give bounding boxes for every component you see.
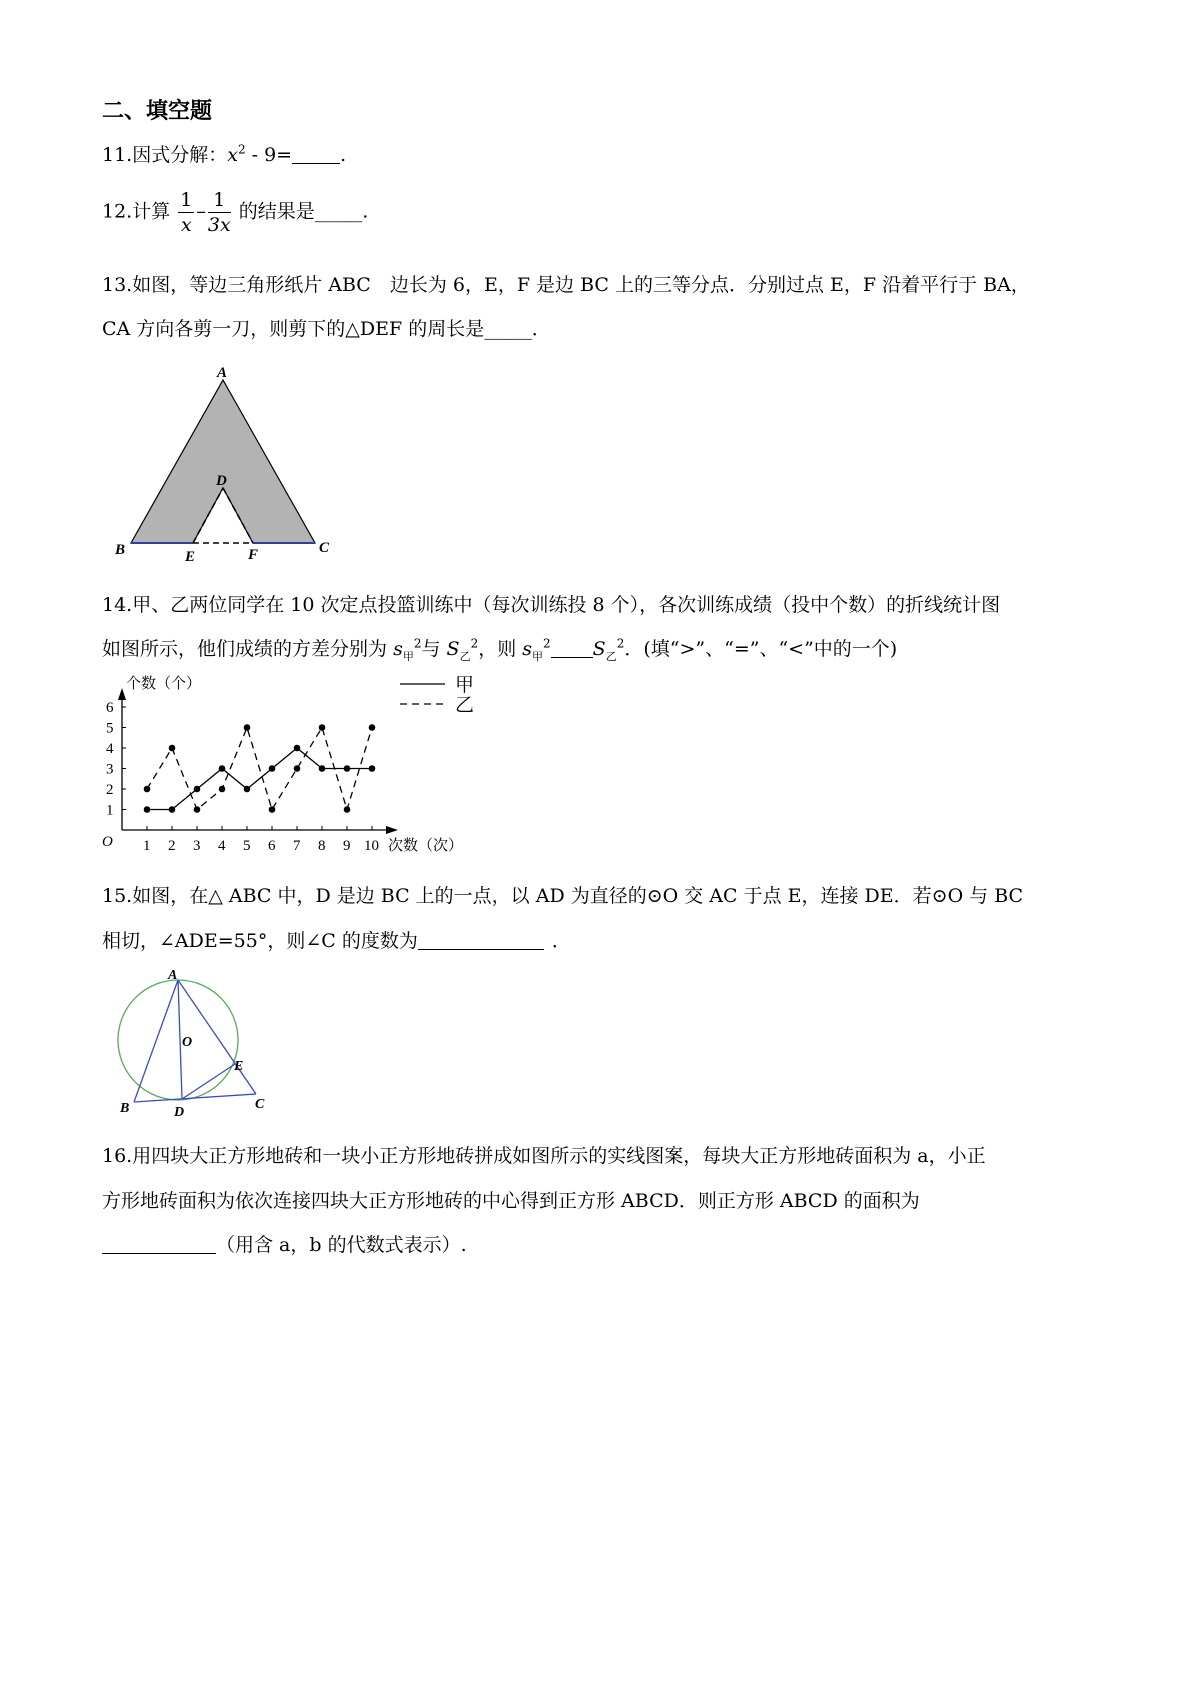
q11-rest: - 9= (245, 144, 293, 166)
answer-blank-12[interactable]: _____ (314, 200, 363, 223)
sq-4: 2 (616, 636, 625, 651)
line-chart (100, 672, 520, 862)
data-point-1 (369, 765, 376, 772)
data-point-1 (294, 745, 301, 752)
data-point-2 (219, 786, 226, 793)
data-point-1 (144, 806, 151, 813)
y-tick-label: 4 (106, 741, 114, 757)
label-a: A (168, 968, 178, 983)
q14-tail: ．(填“>”、“=”、“<”中的一个) (624, 638, 898, 660)
variance-s-yi: S (446, 638, 460, 660)
fraction-1-denominator: x (180, 214, 192, 236)
chart-series (144, 724, 376, 813)
chart-legend (400, 675, 474, 716)
x-tick-label: 6 (268, 838, 276, 854)
y-tick-label: 6 (106, 700, 114, 716)
x-tick-label: 4 (218, 838, 226, 854)
sq-3: 2 (543, 636, 551, 651)
q14-ze: ，则 (478, 638, 517, 660)
data-point-2 (194, 806, 201, 813)
label-b: B (120, 1101, 130, 1116)
y-axis-arrow (118, 688, 126, 700)
y-tick-label: 2 (106, 782, 114, 798)
data-point-1 (319, 765, 326, 772)
triangle-figure (105, 360, 345, 570)
q15-line2-text: 相切，∠ADE=55°，则∠C 的度数为 (102, 930, 418, 952)
q12-minus: – (196, 200, 206, 223)
variance-s-yi-2: S (592, 638, 606, 660)
answer-blank-13[interactable]: _____ (484, 318, 532, 340)
answer-blank-16[interactable] (102, 1235, 216, 1254)
sq-2: 2 (470, 636, 479, 651)
y-tick-label: 1 (106, 802, 114, 819)
fraction-2-numerator: 1 (208, 188, 231, 213)
q13-end: ． (531, 318, 551, 340)
data-point-1 (269, 765, 276, 772)
question-12 (102, 188, 368, 237)
question-14-line-1: 14.甲、乙两位同学在 10 次定点投篮训练中（每次训练投 8 个），各次训练成绩（投中个数）的折线统计图 (102, 594, 1001, 616)
data-point-2 (294, 765, 301, 772)
q11-var: x (227, 144, 238, 166)
data-point-2 (369, 724, 376, 731)
x-tick-label: 8 (318, 838, 326, 854)
q11-end: . (340, 144, 347, 166)
section-title: 二、填空题 (102, 99, 213, 124)
fraction-2 (208, 188, 231, 237)
chart-axes (102, 675, 463, 854)
data-point-1 (344, 765, 351, 772)
data-point-1 (219, 765, 226, 772)
label-f: F (248, 547, 259, 563)
data-point-2 (269, 806, 276, 813)
q13-line2-text: CA 方向各剪一刀，则剪下的△DEF 的周长是 (102, 318, 485, 340)
segment-ab (134, 980, 178, 1102)
data-point-2 (344, 806, 351, 813)
label-a: A (217, 365, 228, 381)
label-e: E (234, 1059, 244, 1074)
y-axis-label: 个数（个） (126, 676, 202, 692)
variance-s-jia: s (393, 638, 403, 660)
q14-line2-a: 如图所示，他们成绩的方差分别为 (102, 638, 388, 660)
q11-exp: 2 (237, 142, 246, 157)
circle-figure (110, 962, 290, 1122)
label-e: E (185, 549, 196, 565)
question-14-line-2 (102, 634, 897, 664)
question-16-line-1: 16.用四块大正方形地砖和一块小正方形地砖拼成如图所示的实线图案，每块大正方形地砖面积为 a，小正 (102, 1145, 986, 1167)
label-c: C (319, 540, 330, 556)
sq-1: 2 (413, 636, 422, 651)
q12-end: . (362, 200, 369, 223)
question-15-line-2 (102, 926, 571, 953)
sub-jia: 甲 (402, 649, 414, 663)
variance-s-jia-2: s (522, 638, 533, 660)
q16-line3-text: （用含 a，b 的代数式表示）. (216, 1234, 467, 1256)
question-13-line-2 (102, 314, 551, 341)
answer-blank-14[interactable] (551, 639, 593, 658)
question-13-line-1: 13.如图，等边三角形纸片 ABC 边长为 6，E，F 是边 BC 上的三等分点．分别过点 E，F 沿着平行于 BA， (102, 274, 1030, 296)
origin-label: O (102, 834, 113, 850)
legend-label-2: 乙 (455, 695, 475, 716)
y-tick-label: 3 (106, 761, 114, 778)
legend-label-1: 甲 (455, 675, 475, 696)
sub-yi-2: 乙 (605, 649, 617, 663)
data-point-1 (169, 806, 176, 813)
x-tick-label: 10 (364, 838, 379, 854)
data-point-2 (244, 724, 251, 731)
q12-suffix: 的结果是 (232, 200, 315, 223)
x-tick-label: 9 (343, 838, 351, 854)
x-tick-label: 7 (293, 838, 301, 854)
segment-de (182, 1064, 235, 1099)
label-b: B (115, 542, 126, 558)
question-11 (102, 140, 346, 167)
fraction-1 (178, 188, 194, 237)
fraction-2-denominator: 3x (207, 214, 231, 236)
x-tick-label: 5 (243, 838, 251, 854)
sub-jia-2: 甲 (532, 649, 544, 663)
x-tick-label: 3 (193, 838, 201, 854)
question-16-line-2: 方形地砖面积为依次连接四块大正方形地砖的中心得到正方形 ABCD．则正方形 ABCD 的面积为 (102, 1190, 920, 1212)
label-d: D (174, 1105, 185, 1120)
q15-end: ． (551, 930, 571, 952)
label-d: D (216, 473, 227, 489)
data-point-2 (169, 745, 176, 752)
q14-yu: 与 (421, 638, 441, 660)
data-point-2 (144, 786, 151, 793)
label-o: O (182, 1035, 193, 1050)
label-c: C (255, 1097, 265, 1112)
x-tick-label: 2 (168, 838, 176, 854)
data-point-1 (244, 786, 251, 793)
data-point-2 (319, 724, 326, 731)
segment-bc (134, 1094, 256, 1102)
answer-blank-11[interactable] (292, 145, 340, 164)
x-axis-label: 次数（次） (388, 838, 464, 854)
q11-prefix: 11.因式分解： (102, 144, 228, 166)
answer-blank-15[interactable] (418, 931, 544, 950)
shaded-region (131, 380, 315, 543)
x-tick-label: 1 (143, 838, 151, 854)
q12-prefix: 12.计算 (102, 200, 171, 223)
question-16-line-3 (102, 1230, 467, 1257)
y-tick-label: 5 (106, 720, 114, 737)
question-15-line-1: 15.如图，在△ ABC 中，D 是边 BC 上的一点，以 AD 为直径的⊙O 交 AC 于点 E，连接 DE．若⊙O 与 BC (102, 885, 1024, 907)
sub-yi: 乙 (459, 649, 471, 663)
x-axis-arrow (386, 826, 398, 834)
fraction-1-numerator: 1 (180, 189, 193, 211)
data-point-1 (194, 786, 201, 793)
